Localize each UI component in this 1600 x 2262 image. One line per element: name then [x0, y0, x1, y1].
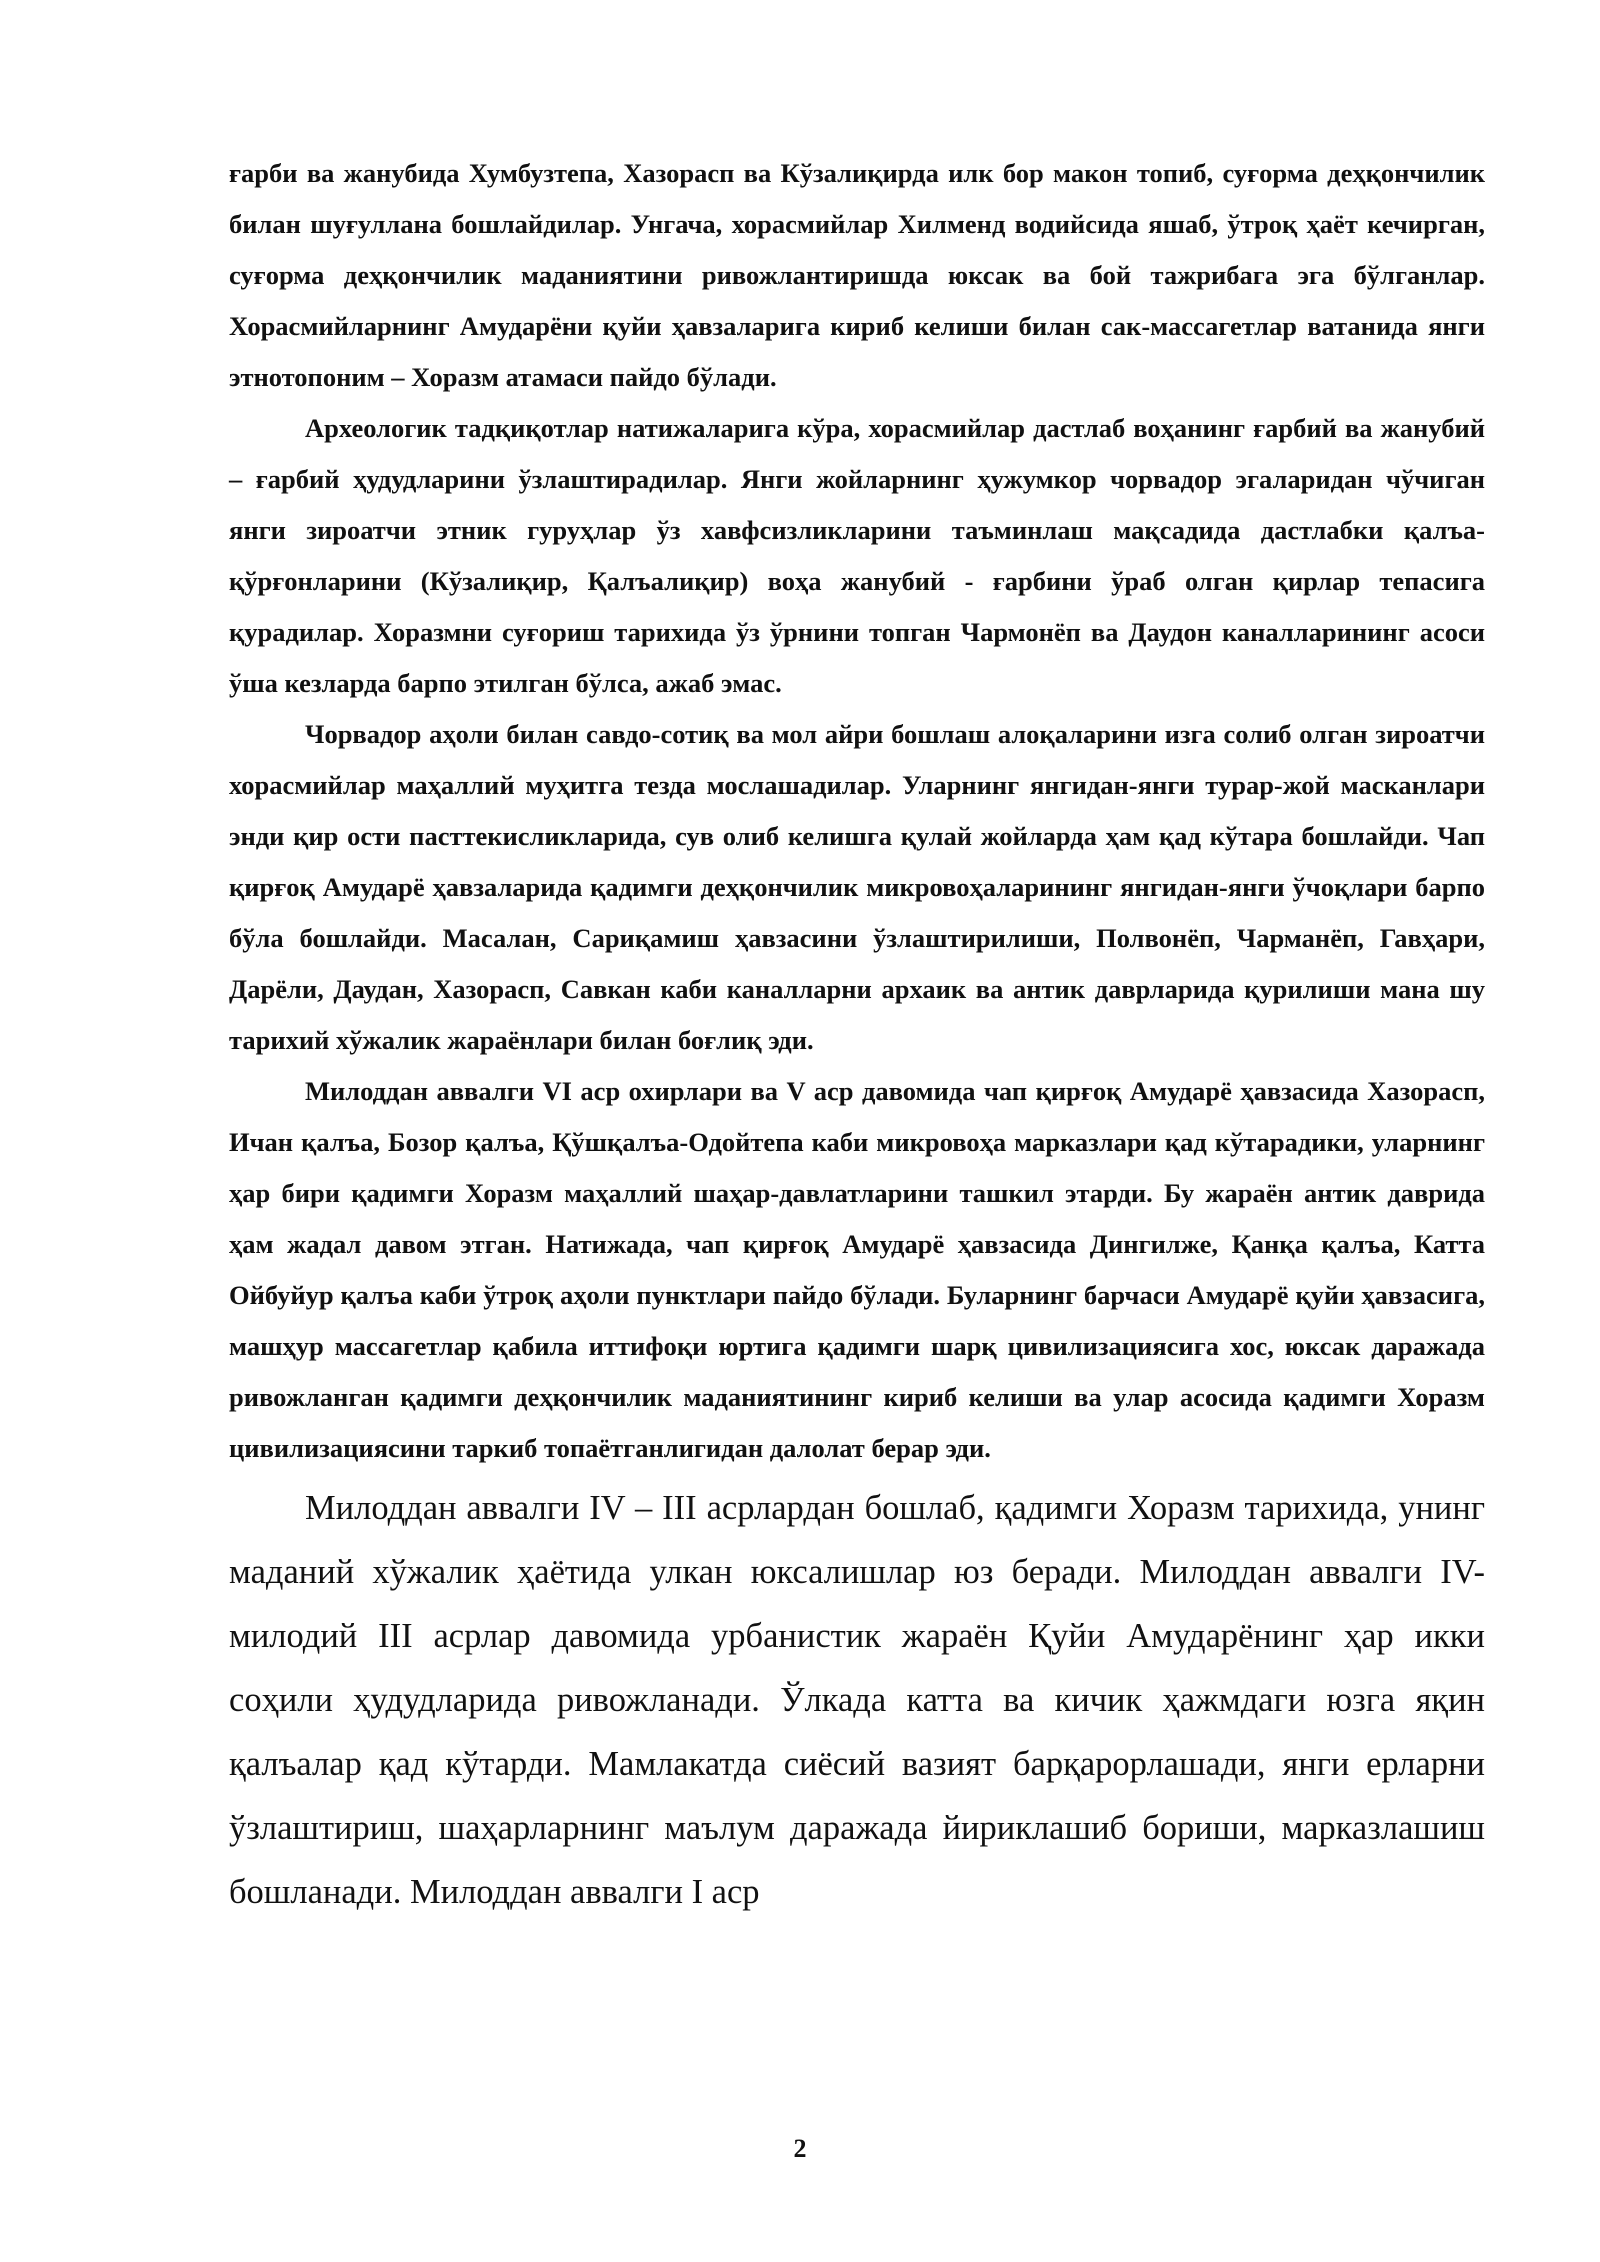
page-content [229, 148, 1485, 1924]
paragraph-3: Чорвадор аҳоли билан савдо-сотиқ ва мол айри бошлаш алоқаларини изга солиб олган зироатчи хорасмийлар маҳаллий муҳитга тезда мослашадилар. Уларнинг янгидан-янги турар-жой масканлари энди қир ости пасттекисликларида, сув олиб келишга қулай жойларда ҳам қад кўтара бошлайди. Чап қирғоқ Амударё ҳавзаларида қадимги деҳқончилик микровоҳаларининг янгидан-янги ўчоқлари барпо бўла бошлайди. Масалан, Сариқамиш ҳавзасини ўзлаштирилиши, Полвонёп, Чарманёп, Гавҳари, Дарёли, Даудан, Хазорасп, Савкан каби каналларни архаик ва антик даврларида қурилиши мана шу тарихий хўжалик жараёнлари билан боғлиқ эди. [229, 719, 1485, 1055]
page-number: 2 [793, 2134, 807, 2163]
paragraph-4: Милоддан аввалги VI аср охирлари ва V аср давомида чап қирғоқ Амударё ҳавзасида Хазорасп, Ичан қалъа, Бозор қалъа, Қўшқалъа-Одойтепа каби микровоҳа марказлари қад кўтарадики, уларнинг ҳар бири қадимги Хоразм маҳаллий шаҳар-давлатларини ташкил этарди. Бу жараён антик даврида ҳам жадал давом этган. Натижада, чап қирғоқ Амударё ҳавзасида Дингилже, Қанқа қалъа, Катта Ойбуйур қалъа каби ўтроқ аҳоли пунктлари пайдо бўлади. Буларнинг барчаси Амударё қуйи ҳавзасига, машҳур массагетлар қабила иттифоқи юртига қадимги шарқ цивилизациясига хос, юксак даражада ривожланган қадимги деҳқончилик маданиятининг кириб келиши ва улар асосида қадимги Хоразм цивилизациясини таркиб топаётганлигидан далолат берар эди. [229, 1076, 1485, 1463]
paragraph-1: ғарби ва жанубида Хумбузтепа, Хазорасп ва Кўзалиқирда илк бор макон топиб, суғорма деҳқончилик билан шуғуллана бошлайдилар. Унгача, хорасмийлар Хилменд водийсида яшаб, ўтроқ ҳаёт кечирган, суғорма деҳқончилик маданиятини ривожлантиришда юксак ва бой тажрибага эга бўлганлар. Хорасмийларнинг Амударёни қуйи ҳавзаларига кириб келиши билан сак-массагетлар ватанида янги этнотопоним – Хоразм атамаси пайдо бўлади. [229, 158, 1485, 392]
paragraph-5: Милоддан аввалги IV – III асрлардан бошлаб, қадимги Хоразм тарихида, унинг маданий хўжалик ҳаётида улкан юксалишлар юз беради. Милоддан аввалги IV-милодий III асрлар давомида урбанистик жараён Қуйи Амударёнинг ҳар икки соҳили ҳудудларида ривожланади. Ўлкада катта ва кичик ҳажмдаги юзга яқин қалъалар қад кўтарди. Мамлакатда сиёсий вазият барқарорлашади, янги ерларни ўзлаштириш, шаҳарларнинг маълум даражада йириклашиб бориши, марказлашиш бошланади. Милоддан аввалги I аср [229, 1489, 1485, 1911]
paragraph-2: Археологик тадқиқотлар натижаларига кўра, хорасмийлар дастлаб воҳанинг ғарбий ва жанубий – ғарбий ҳудудларини ўзлаштирадилар. Янги жойларнинг ҳужумкор чорвадор эгаларидан чўчиган янги зироатчи этник гуруҳлар ўз хавфсизликларини таъминлаш мақсадида дастлабки қалъа-қўрғонларини (Кўзалиқир, Қалъалиқир) воҳа жанубий - ғарбини ўраб олган қирлар тепасига қурадилар. Хоразмни суғориш тарихида ўз ўрнини топган Чармонёп ва Даудон каналларининг асоси ўша кезларда барпо этилган бўлса, ажаб эмас. [229, 413, 1485, 698]
